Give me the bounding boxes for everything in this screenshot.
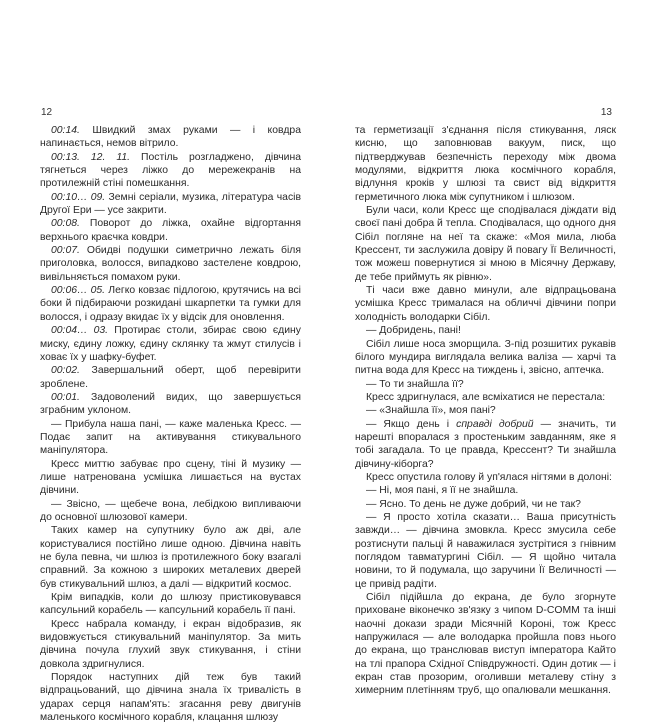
paragraph	[355, 204, 616, 284]
timestamp: 00:13. 12. 11.	[51, 151, 131, 163]
paragraph-text: Земні серіали, музика, література часів Другої Ери — усе закрити.	[40, 191, 301, 217]
timestamp: 00:08.	[51, 218, 80, 230]
paragraph	[40, 244, 301, 284]
paragraph	[40, 618, 301, 671]
page-number: 12	[41, 107, 53, 118]
paragraph-text: Задоволений видих, що завершується зграбним уклоном.	[40, 391, 301, 417]
paragraph-text: Сібіл підійшла до екрана, де було згорнуте приховане віконечко зв'язку з чипом D-COMM та інші наочні докази зради Місячній Короні, тож Кресс напружилася — але володарка пройшла повз нього до екрана, що транслював виступ імператора Кайто на тлі прапора Східної Співдружності. Один дотик — і екран став прозорим, оголивши металеву стіну з химерним плетінням труб, що опалювали мешкання.	[355, 592, 616, 697]
paragraph-text: — Добридень, пані!	[366, 325, 461, 337]
paragraph-text: Постіль розгладжено, дівчина тягнеться через ліжко до мережекранів на протилежній стіні помешкання.	[40, 151, 301, 190]
paragraph	[40, 591, 301, 618]
paragraph-text: — Ясно. То день не дуже добрий, чи не так?	[366, 498, 581, 510]
emphasis: справді добрий	[456, 418, 534, 430]
timestamp: 00:04… 03.	[51, 325, 109, 337]
page-number: 13	[600, 107, 612, 118]
paragraph-text: Завершальний оберт, щоб перевірити зроблене.	[40, 365, 301, 390]
paragraph-text: Ті часи вже давно минули, але відпрацьована усмішка Кресс трималася на обличчі дівчини попри холодність володарки Сібіл.	[355, 285, 616, 323]
paragraph	[40, 364, 301, 391]
paragraph	[355, 404, 616, 417]
paragraph	[355, 471, 616, 484]
paragraph-text: Кресс миттю забуває про сцену, тіні й музику — лише натренована усмішка лишається на вустах дівчини.	[40, 458, 301, 497]
paragraph	[40, 124, 301, 151]
timestamp: 00:07.	[51, 245, 80, 257]
paragraph-text: Кресс набрала команду, і екран відобразив, як видовжується стикувальний маніпулятор. За мить дівчина почула глухий звук стикування, і стіни довкола здригнулися.	[40, 618, 301, 670]
left-page	[0, 0, 326, 724]
paragraph-text: Поворот до ліжка, охайне відгортання верхнього краєчка ковдри.	[40, 218, 301, 243]
paragraph-text: Протирає столи, збирає свою єдину миску, єдину ложку, єдину склянку та жмут стилусів і ховає їх у шафку-буфет.	[40, 325, 301, 363]
paragraph-text: Таких камер на супутнику було аж дві, але користувалися постійно лише одною. Дівчина навіть не була певна, чи шлюз із протилежного боку взагалі справний. За кожною з широких металевих дверей був стикувальний шлюз, а далі — відкритий космос.	[40, 525, 301, 590]
paragraph	[355, 511, 616, 591]
timestamp: 00:06… 05.	[51, 285, 106, 297]
paragraph	[40, 458, 301, 498]
paragraph	[355, 378, 616, 391]
paragraph	[355, 418, 616, 471]
paragraph-text: — «Знайшла її», моя пані?	[366, 405, 496, 417]
paragraph-text: Сібіл лише носа зморщила. З-під розшитих рукавів білого мундира виглядала велика валіза — харчі та питна вода для Кресс на тиждень і, звісно, аптечка.	[355, 338, 616, 377]
timestamp: 00:10… 09.	[51, 191, 106, 203]
paragraph-text: — Ні, моя пані, я її не знайшла.	[366, 485, 519, 497]
paragraph	[355, 484, 616, 497]
paragraph	[355, 284, 616, 324]
paragraph-text: — Я просто хотіла сказати… Ваша присутність завжди… — дівчина змовкла. Кресс змусила себе розтиснути пальці й наважилася зустрітися з гнівним поглядом тавматургині Сібіл. — Я щойно читала новини, то й подумала, що заручини Її Величності — це привід радіти.	[355, 511, 616, 590]
paragraph-text: Порядок наступних дій теж був такий відпрацьований, що дівчина знала їх тривалість в ударах серця напам'ять: згасання реву двигунів маленького космічного корабля, клацання шлюзу	[40, 672, 301, 724]
paragraph-text: — Звісно, — щебече вона, лебідкою випливаючи до основної шлюзової камери.	[40, 498, 301, 523]
timestamp: 00:01.	[51, 391, 80, 403]
paragraph	[40, 151, 301, 191]
paragraph-text: — То ти знайшла її?	[366, 378, 464, 390]
paragraph	[40, 191, 301, 218]
paragraph	[40, 391, 301, 418]
text-column	[355, 124, 616, 698]
paragraph	[355, 124, 616, 204]
paragraph-text: Були часи, коли Кресс ще сподівалася діждати від своєї пані добра й тепла. Сподівалася, що одного дня Сібіл погляне на неї та скаже: «Моя мила, люба Крессент, ти заслужила довіру й повагу Її Величності, тож можеш повернутися зі мною в Місячну Державу, де тебе приймуть як рівню».	[355, 205, 616, 283]
paragraph	[355, 591, 616, 698]
text-column	[40, 124, 301, 724]
paragraph	[355, 391, 616, 404]
paragraph-text: Крім випадків, коли до шлюзу пристиковувався капсульний корабель — капсульний корабель її пані.	[40, 592, 301, 617]
paragraph-text: — значить, ти нарешті впоралася з простеньким завданням, яке я тобі загадала. То це правда, Крессент? Ти знайшла дівчину-кіборга?	[355, 418, 616, 470]
paragraph	[355, 338, 616, 378]
paragraph	[40, 418, 301, 458]
paragraph	[40, 524, 301, 591]
paragraph	[40, 671, 301, 724]
paragraph-text: Легко ковзає підлогою, крутячись на всі боки й підбираючи розкидані шкарпетки та гумки для волосся, і одразу вкидає їх у відсік для оновлення.	[40, 285, 301, 323]
paragraph	[355, 324, 616, 337]
right-page	[327, 0, 653, 697]
paragraph	[40, 324, 301, 364]
paragraph	[355, 498, 616, 511]
paragraph-text: Кресс здригнулася, але всміхатися не перестала:	[366, 391, 606, 403]
paragraph-text: та герметизації з'єднання після стикування, ляск кисню, що заповнював вакуум, писк, що підтверджував безпечність переходу між двома модулями, відкриття люка космічного корабля, відлуння кроків у шлюзі та свист від відкриття герметичного люка між супутником і шлюзом.	[355, 125, 616, 203]
paragraph-text: — Прибула наша пані, — каже маленька Кресс. — Подає запит на активування стикувального маніпулятора.	[40, 418, 301, 457]
paragraph	[40, 498, 301, 525]
paragraph-text: Кресс опустила голову й уп'ялася нігтями в долоні:	[366, 471, 612, 483]
paragraph-text: — Якщо день і	[366, 418, 457, 430]
paragraph-text: Швидкий змах руками — і ковдра напинається, немов вітрило.	[40, 125, 301, 150]
paragraph-text: Обидві подушки симетрично лежать біля приголовка, волосся, випадково застелене ковдрою, вивільняється помахом руки.	[40, 245, 301, 283]
timestamp: 00:14.	[51, 125, 80, 136]
timestamp: 00:02.	[51, 365, 80, 377]
paragraph	[40, 284, 301, 324]
paragraph	[40, 217, 301, 244]
